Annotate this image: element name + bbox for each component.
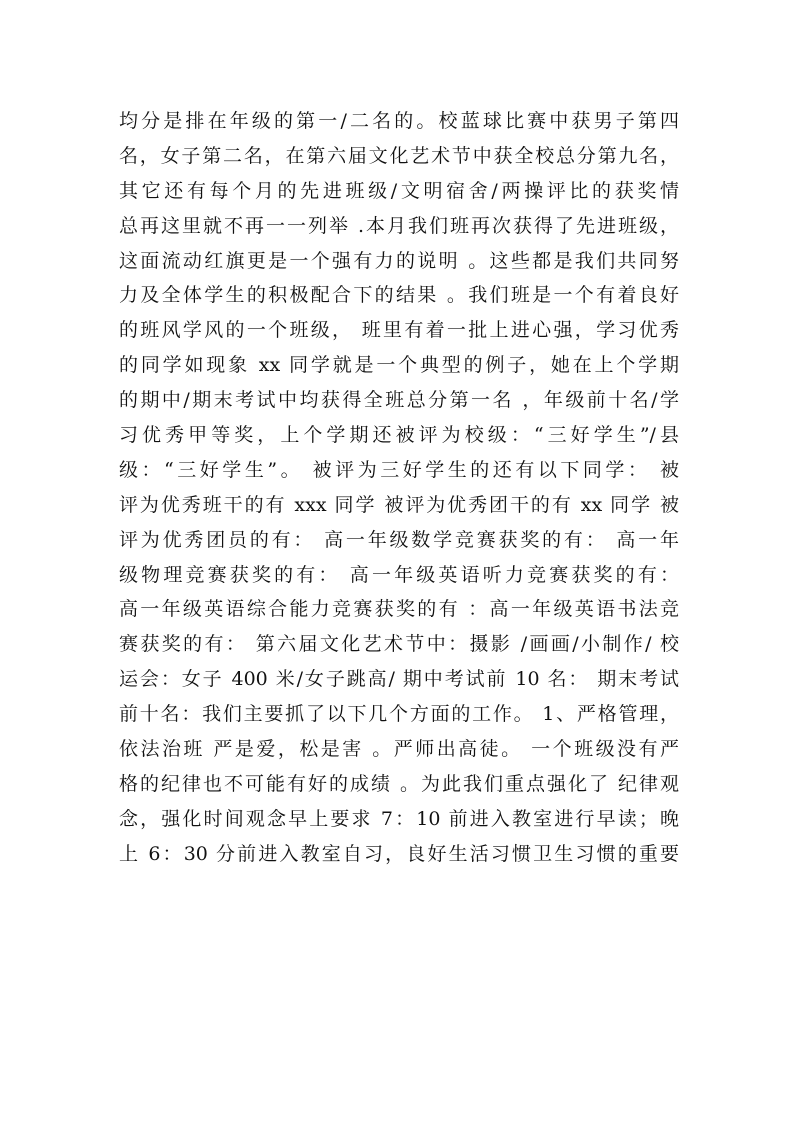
text-line-19: 依法治班 严是爱，松是害 。严师出高徒。 一个班级没有严 — [119, 738, 679, 761]
text-line-4: 总再这里就不再一一列举 .本月我们班再次获得了先进班级， — [119, 214, 679, 237]
text-line-17: 运会：女子 400 米/女子跳高/ 期中考试前 10 名： 期末考试 — [119, 668, 679, 691]
text-line-14: 级物理竞赛获奖的有： 高一年级英语听力竞赛获奖的有： — [119, 563, 679, 586]
text-line-21: 念，强化时间观念早上要求 7：10 前进入教室进行早读；晚 — [119, 807, 679, 830]
text-line-13: 评为优秀团员的有： 高一年级数学竞赛获奖的有： 高一年 — [119, 528, 679, 551]
text-line-5: 这面流动红旗更是一个强有力的说明 。这些都是我们共同努 — [119, 249, 679, 272]
text-line-7: 的班风学风的一个班级， 班里有着一批上进心强，学习优秀 — [119, 319, 679, 342]
body-text — [119, 104, 679, 872]
text-line-2: 名，女子第二名，在第六届文化艺术节中获全校总分第九名， — [119, 144, 679, 167]
text-line-20: 格的纪律也不可能有好的成绩 。为此我们重点强化了 纪律观 — [119, 772, 679, 795]
text-line-18: 前十名：我们主要抓了以下几个方面的工作。 1、严格管理， — [119, 703, 679, 726]
text-line-3: 其它还有每个月的先进班级/文明宿舍/两操评比的获奖情 — [119, 179, 679, 202]
text-line-12: 评为优秀班干的有 xxx 同学 被评为优秀团干的有 xx 同学 被 — [119, 493, 679, 516]
text-line-11: 级：“三好学生”。 被评为三好学生的还有以下同学： 被 — [119, 458, 679, 481]
text-line-22: 上 6：30 分前进入教室自习，良好生活习惯卫生习惯的重要 — [119, 842, 679, 865]
text-line-1: 均分是排在年级的第一/二名的。校蓝球比赛中获男子第四 — [119, 110, 679, 132]
text-line-15: 高一年级英语综合能力竞赛获奖的有 ：高一年级英语书法竞 — [119, 598, 679, 621]
text-line-16: 赛获奖的有： 第六届文化艺术节中：摄影 /画画/小制作/ 校 — [119, 633, 679, 656]
text-line-6: 力及全体学生的积极配合下的结果 。我们班是一个有着良好 — [119, 284, 679, 307]
text-line-9: 的期中/期末考试中均获得全班总分第一名 ，年级前十名/学 — [119, 389, 679, 412]
text-line-8: 的同学如现象 xx 同学就是一个典型的例子，她在上个学期 — [119, 354, 679, 377]
text-line-10: 习优秀甲等奖，上个学期还被评为校级：“三好学生”/县 — [119, 424, 679, 447]
